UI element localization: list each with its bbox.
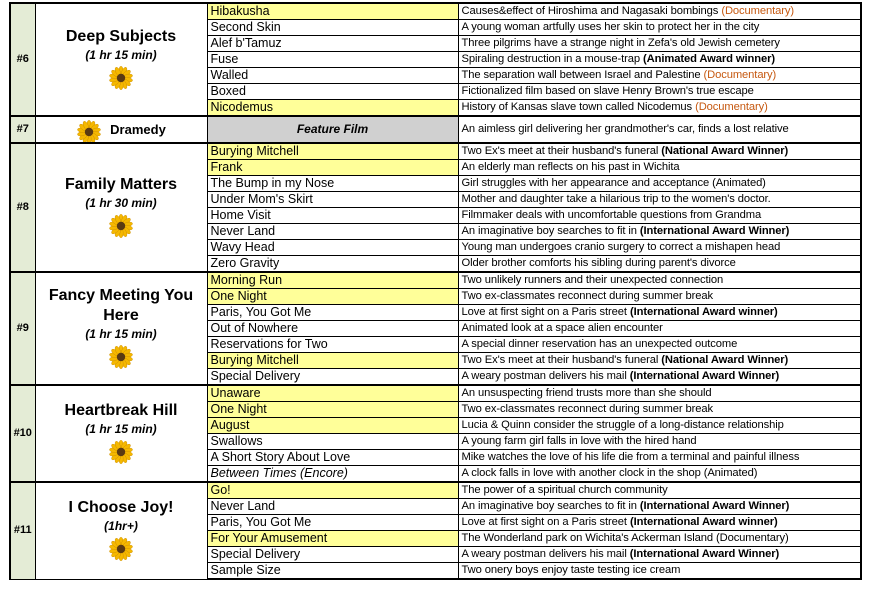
- film-description: [458, 192, 861, 208]
- film-row: [10, 3, 861, 20]
- program-heading: [38, 120, 205, 140]
- film-description: [458, 531, 861, 547]
- film-title: Fuse: [207, 52, 458, 68]
- film-description: [458, 482, 861, 499]
- description-text: (International Award Winner): [639, 500, 790, 512]
- description-text: (Documentary): [721, 5, 794, 17]
- film-description: [458, 402, 861, 418]
- film-description: [458, 434, 861, 450]
- program-cell: [35, 116, 207, 143]
- film-description: [458, 20, 861, 36]
- sunflower-holder: [76, 120, 102, 140]
- film-title: Paris, You Got Me: [207, 305, 458, 321]
- film-row: [10, 143, 861, 160]
- film-title: The Bump in my Nose: [207, 176, 458, 192]
- program-number: #9: [10, 272, 35, 385]
- program-duration: (1 hr 15 min): [85, 422, 157, 436]
- film-title: Burying Mitchell: [207, 353, 458, 369]
- description-text: An elderly man reflects on his past in Wichita: [461, 161, 680, 173]
- film-title: Nicodemus: [207, 100, 458, 117]
- description-text: Animated look at a space alien encounter: [461, 322, 663, 334]
- film-description: [458, 208, 861, 224]
- description-text: Three pilgrims have a strange night in Zefa's old Jewish cemetery: [461, 37, 780, 49]
- program-duration: (1 hr 15 min): [85, 327, 157, 341]
- film-description: [458, 547, 861, 563]
- sunflower-holder: [38, 345, 205, 371]
- film-description: [458, 515, 861, 531]
- film-description: [458, 143, 861, 160]
- film-description: [458, 52, 861, 68]
- film-description: [458, 305, 861, 321]
- description-text: Filmmaker deals with uncomfortable questions from Grandma: [461, 209, 762, 221]
- description-text: (Animated Award winner): [643, 53, 775, 65]
- film-description: [458, 68, 861, 84]
- description-text: Older brother comforts his sibling during parent's divorce: [461, 257, 736, 269]
- program-number: #8: [10, 143, 35, 272]
- description-text: (National Award Winner): [661, 145, 789, 157]
- program-cell: [35, 482, 207, 579]
- film-title: Reservations for Two: [207, 337, 458, 353]
- description-text: An aimless girl delivering her grandmother's car, finds a lost relative: [461, 123, 789, 135]
- film-title: Sample Size: [207, 563, 458, 580]
- description-text: Two unlikely runners and their unexpected connection: [461, 274, 724, 286]
- sunflower-holder: [38, 537, 205, 563]
- program-title: Dramedy: [110, 122, 166, 137]
- film-description: [458, 337, 861, 353]
- film-description: [458, 116, 861, 143]
- description-text: Mike watches the love of his life die from a terminal and painful illness: [461, 451, 800, 463]
- film-description: [458, 84, 861, 100]
- description-text: Love at first sight on a Paris street: [461, 516, 630, 528]
- film-title: Burying Mitchell: [207, 143, 458, 160]
- film-title: One Night: [207, 289, 458, 305]
- sunflower-holder: [38, 214, 205, 240]
- description-text: Two Ex's meet at their husband's funeral: [461, 354, 662, 366]
- program-cell: [35, 143, 207, 272]
- film-title: Special Delivery: [207, 369, 458, 386]
- feature-film-label: Feature Film: [207, 116, 458, 143]
- description-text: Fictionalized film based on slave Henry Brown's true escape: [461, 85, 754, 97]
- description-text: A young woman artfully uses her skin to protect her in the city: [461, 21, 760, 33]
- film-description: [458, 100, 861, 117]
- description-text: Mother and daughter take a hilarious trip to the women's doctor.: [461, 193, 771, 205]
- description-text: Girl struggles with her appearance and acceptance (Animated): [461, 177, 766, 189]
- program-cell: [35, 272, 207, 385]
- film-title: August: [207, 418, 458, 434]
- description-text: An imaginative boy searches to fit in: [461, 500, 640, 512]
- sunflower-icon: [77, 120, 101, 144]
- description-text: The Wonderland park on Wichita's Ackerman Island (Documentary): [461, 532, 789, 544]
- film-title: Paris, You Got Me: [207, 515, 458, 531]
- description-text: (International Award winner): [629, 516, 778, 528]
- film-title: Home Visit: [207, 208, 458, 224]
- film-title: Boxed: [207, 84, 458, 100]
- description-text: (International Award Winner): [639, 225, 790, 237]
- film-description: [458, 224, 861, 240]
- description-text: A young farm girl falls in love with the hired hand: [461, 435, 697, 447]
- film-description: [458, 466, 861, 483]
- program-number: #6: [10, 3, 35, 116]
- film-row: [10, 482, 861, 499]
- description-text: A weary postman delivers his mail: [461, 548, 630, 560]
- film-description: [458, 385, 861, 402]
- description-text: A weary postman delivers his mail: [461, 370, 630, 382]
- description-text: A clock falls in love with another clock in the shop (Animated): [461, 467, 758, 479]
- schedule-body: [10, 3, 861, 579]
- description-text: The power of a spiritual church community: [461, 484, 668, 496]
- sunflower-icon: [109, 440, 133, 464]
- film-description: [458, 176, 861, 192]
- film-description: [458, 36, 861, 52]
- program-duration: (1 hr 30 min): [85, 196, 157, 210]
- film-description: [458, 369, 861, 386]
- film-description: [458, 289, 861, 305]
- description-text: Young man undergoes cranio surgery to correct a mishapen head: [461, 241, 781, 253]
- film-title: Special Delivery: [207, 547, 458, 563]
- description-text: (International Award winner): [629, 306, 778, 318]
- description-text: Two ex-classmates reconnect during summer break: [461, 290, 713, 302]
- program-cell: [35, 3, 207, 116]
- film-description: [458, 240, 861, 256]
- film-title: Hibakusha: [207, 3, 458, 20]
- film-title: Walled: [207, 68, 458, 84]
- film-title: Go!: [207, 482, 458, 499]
- program-cell: [35, 385, 207, 482]
- film-description: [458, 353, 861, 369]
- description-text: An unsuspecting friend trusts more than she should: [461, 387, 712, 399]
- film-description: [458, 256, 861, 273]
- sunflower-holder: [38, 66, 205, 92]
- film-description: [458, 563, 861, 580]
- sunflower-icon: [109, 345, 133, 369]
- program-number: #11: [10, 482, 35, 579]
- description-text: (Documentary): [703, 69, 777, 81]
- sunflower-icon: [109, 66, 133, 90]
- film-description: [458, 499, 861, 515]
- program-title: Heartbreak Hill: [64, 402, 178, 419]
- film-title: Zero Gravity: [207, 256, 458, 273]
- sunflower-icon: [109, 537, 133, 561]
- film-description: [458, 418, 861, 434]
- description-text: (International Award Winner): [629, 548, 780, 560]
- film-title: A Short Story About Love: [207, 450, 458, 466]
- program-row: [10, 116, 861, 143]
- film-title: Morning Run: [207, 272, 458, 289]
- film-title: Out of Nowhere: [207, 321, 458, 337]
- description-text: Two ex-classmates reconnect during summer break: [461, 403, 713, 415]
- description-text: Spiraling destruction in a mouse-trap: [461, 53, 644, 65]
- description-text: History of Kansas slave town called Nicodemus: [461, 101, 696, 113]
- description-text: (Documentary): [695, 101, 768, 113]
- description-text: Causes&effect of Hiroshima and Nagasaki bombings: [461, 5, 722, 17]
- program-title: Family Matters: [64, 176, 178, 193]
- film-title: Frank: [207, 160, 458, 176]
- description-text: (International Award Winner): [629, 370, 780, 382]
- program-title: I Choose Joy!: [68, 499, 174, 517]
- film-title: Unaware: [207, 385, 458, 402]
- film-description: [458, 160, 861, 176]
- program-number: #7: [10, 116, 35, 143]
- film-schedule-table: [9, 2, 862, 580]
- program-duration: (1hr+): [104, 519, 138, 534]
- film-title: For Your Amusement: [207, 531, 458, 547]
- film-title: Second Skin: [207, 20, 458, 36]
- program-duration: (1 hr 15 min): [85, 48, 157, 62]
- film-title: Swallows: [207, 434, 458, 450]
- film-title: Never Land: [207, 499, 458, 515]
- description-text: Two onery boys enjoy taste testing ice cream: [461, 564, 681, 576]
- description-text: The separation wall between Israel and Palestine: [461, 69, 704, 81]
- film-title: Wavy Head: [207, 240, 458, 256]
- film-row: [10, 272, 861, 289]
- sunflower-icon: [109, 214, 133, 238]
- film-row: [10, 385, 861, 402]
- program-title: Fancy Meeting You Here: [48, 287, 194, 324]
- film-description: [458, 3, 861, 20]
- description-text: Two Ex's meet at their husband's funeral: [461, 145, 662, 157]
- film-description: [458, 321, 861, 337]
- sunflower-holder: [38, 440, 205, 466]
- film-title: Between Times (Encore): [207, 466, 458, 483]
- film-description: [458, 272, 861, 289]
- program-number: #10: [10, 385, 35, 482]
- film-title: Under Mom's Skirt: [207, 192, 458, 208]
- program-title: Deep Subjects: [65, 28, 177, 45]
- description-text: Love at first sight on a Paris street: [461, 306, 630, 318]
- film-description: [458, 450, 861, 466]
- description-text: (National Award Winner): [661, 354, 789, 366]
- film-title: Alef b'Tamuz: [207, 36, 458, 52]
- description-text: An imaginative boy searches to fit in: [461, 225, 640, 237]
- description-text: A special dinner reservation has an unexpected outcome: [461, 338, 738, 350]
- film-title: Never Land: [207, 224, 458, 240]
- film-title: One Night: [207, 402, 458, 418]
- description-text: Lucia & Quinn consider the struggle of a long-distance relationship: [461, 419, 784, 431]
